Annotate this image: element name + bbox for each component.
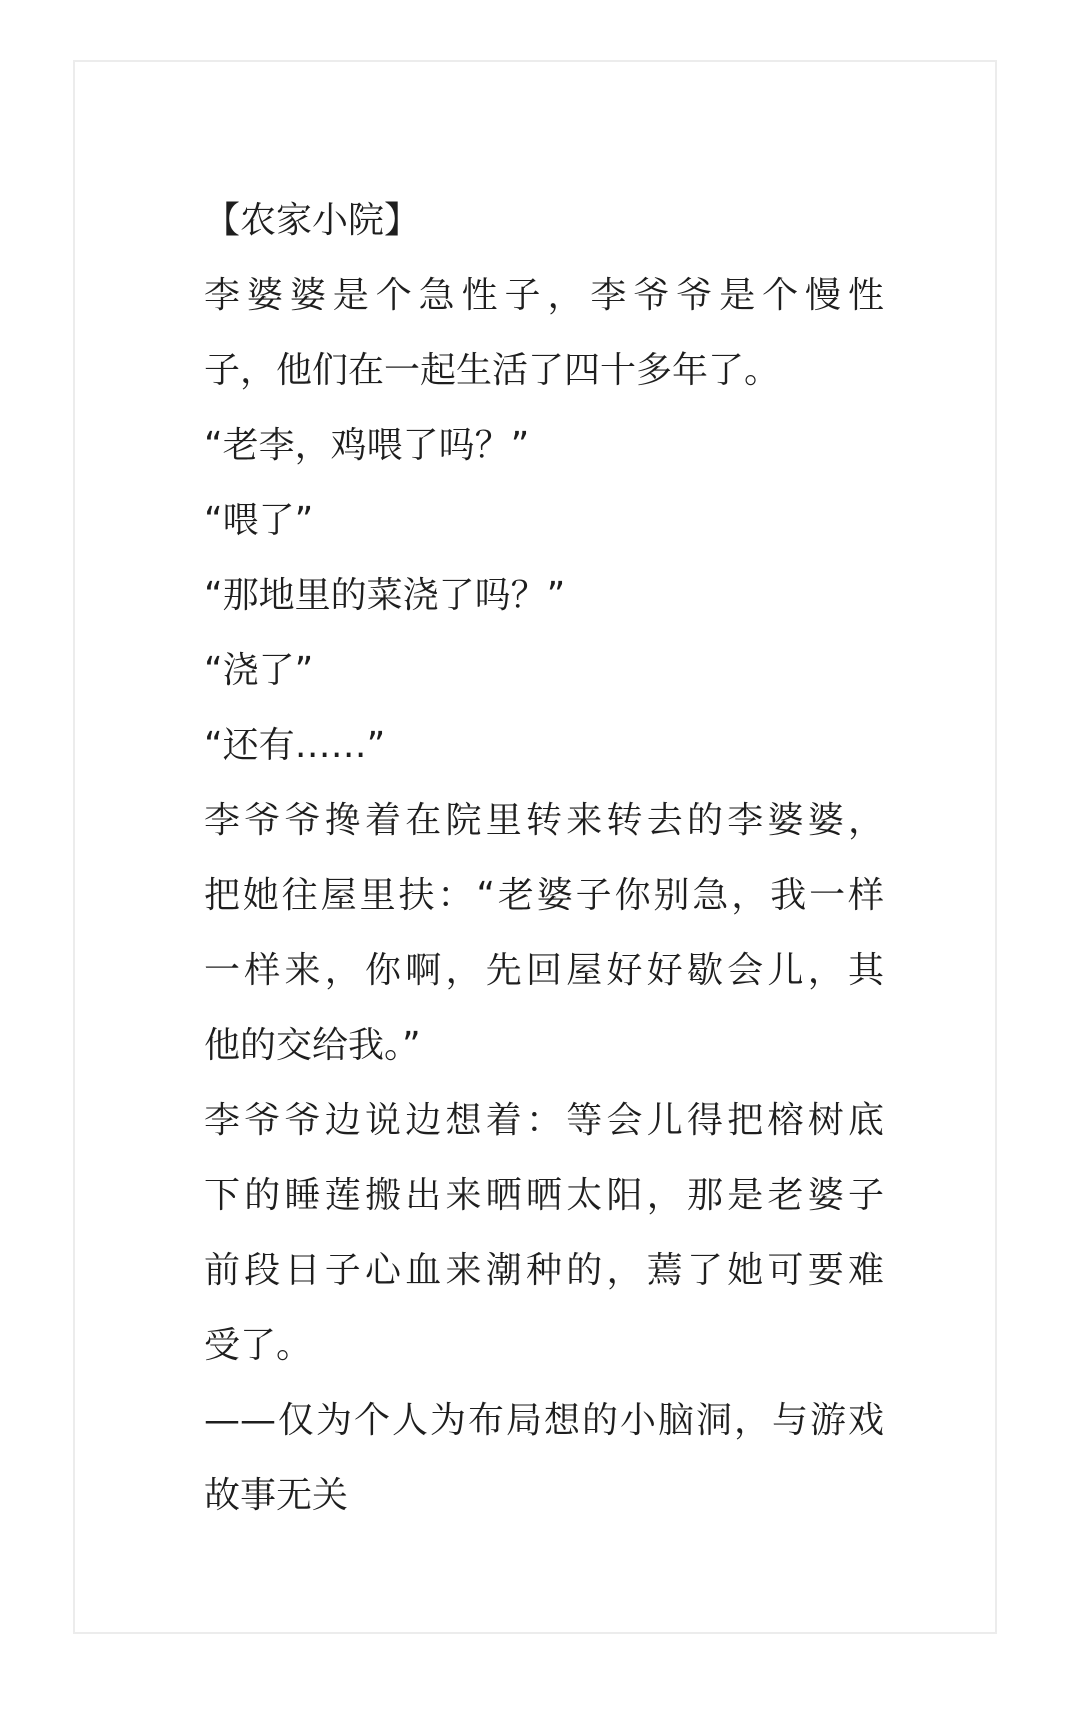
paragraph [204,558,884,633]
text-line: 他的交给我。” [204,1025,421,1066]
dialogue-line: “老李，鸡喂了吗？” [204,425,530,466]
dialogue-line: “喂了” [204,500,314,541]
footnote-line: ——仅为个人为布局想的小脑洞，与游戏 [204,1400,884,1441]
footnote-line: 故事无关 [204,1475,349,1516]
dialogue-line: “那地里的菜浇了吗？” [204,575,566,616]
text-line: 把她往屋里扶：“老婆子你别急，我一样 [204,875,884,916]
text-line: 受了。 [204,1325,313,1366]
paragraph [204,633,884,708]
text-line: 前段日子心血来潮种的，蔫了她可要难 [204,1250,884,1291]
paragraph [204,783,884,1083]
paragraph [204,258,884,408]
text-line: 一样来，你啊，先回屋好好歇会儿，其 [204,950,884,991]
paragraph [204,483,884,558]
text-line: 李爷爷搀着在院里转来转去的李婆婆， [204,800,884,841]
paragraph [204,1383,884,1533]
paragraph [204,1083,884,1383]
article-title: 【农家小院】 [204,200,421,241]
text-line: 下的睡莲搬出来晒晒太阳，那是老婆子 [204,1175,884,1216]
paragraph [204,708,884,783]
text-line: 子，他们在一起生活了四十多年了。 [204,350,781,391]
dialogue-line: “还有……” [204,725,386,766]
text-line: 李爷爷边说边想着：等会儿得把榕树底 [204,1100,884,1141]
paragraph [204,408,884,483]
dialogue-line: “浇了” [204,650,314,691]
text-line: 李婆婆是个急性子，李爷爷是个慢性 [204,275,884,316]
article-body [204,183,884,1533]
